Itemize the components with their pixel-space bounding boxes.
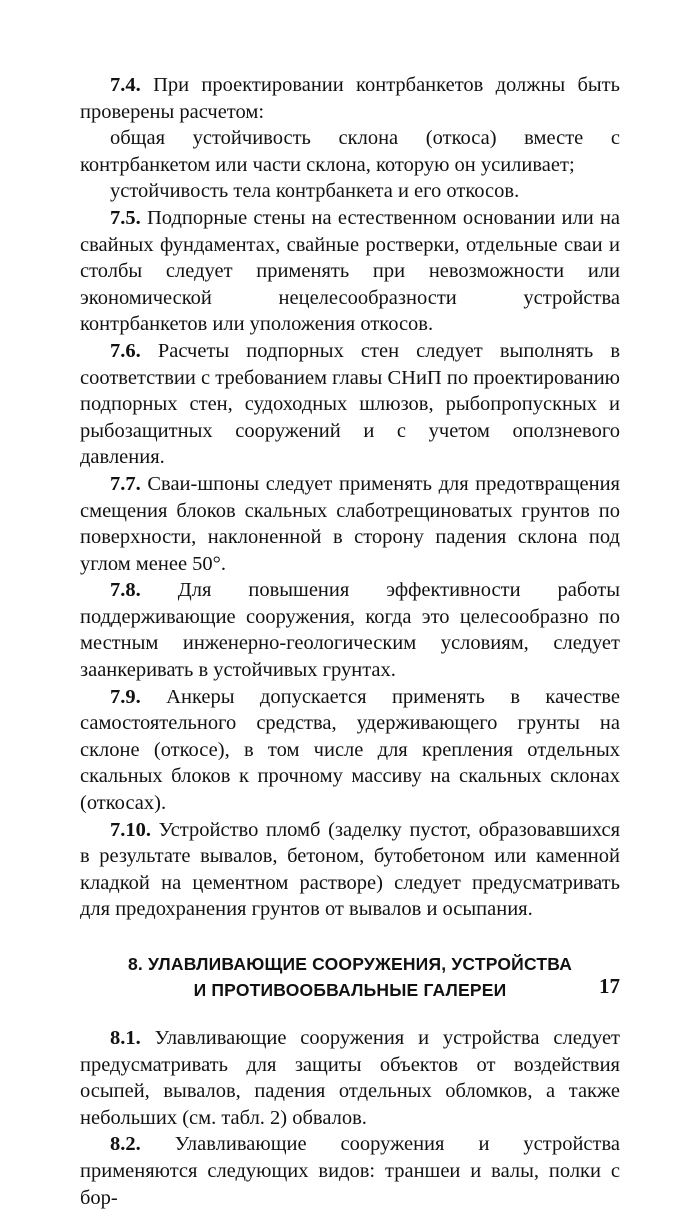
paragraph-7-9 (80, 684, 620, 817)
paragraph-8-1 (80, 1025, 620, 1131)
paragraph-text: Устройство пломб (заделку пустот, образовавшихся в результате вывалов, бетоном, бутобетоном или каменной кладкой на цементном растворе) следует предусматривать для предохранения грунтов от вывалов и осыпания. (80, 818, 621, 921)
heading-line-1: 8. УЛАВЛИВАЮЩИЕ СООРУЖЕНИЯ, УСТРОЙСТВА (127, 954, 573, 974)
paragraph-text: устойчивость тела контрбанкета и его откосов. (110, 180, 520, 203)
clause-number: 7.4. (110, 74, 141, 96)
paragraph-7-6 (80, 338, 620, 471)
clause-number: 7.7. (110, 472, 141, 495)
paragraph-text: Расчеты подпорных стен следует выполнять в соответствии с требованием главы СНиП по проектированию подпорных стен, судоходных шлюзов, рыбопропускных и рыбозащитных сооружений и с учетом оползневого давления. (80, 339, 620, 469)
section-8-paragraphs (80, 1025, 620, 1211)
section-7-paragraphs (80, 72, 620, 923)
paragraph-text: общая устойчивость склона (откоса) вместе с контрбанкетом или части склона, которую он усиливает; (80, 127, 620, 176)
paragraph-text: Подпорные стены на естественном основании или на свайных фундаментах, свайные ростверки, отдельные сваи и столбы следует применять при невозможности или экономической нецелесообразности устройства контрбанкетов или уположения откосов. (80, 206, 621, 336)
clause-number: 7.5. (110, 206, 141, 229)
paragraph-7-4-item-2 (80, 178, 620, 205)
clause-number: 7.10. (110, 818, 151, 841)
clause-number: 8.2. (110, 1133, 141, 1156)
paragraph-8-2 (80, 1131, 620, 1211)
paragraph-text: Сваи-шпоны следует применять для предотвращения смещения блоков скальных слаботрещиноватых грунтов по поверхности, наклоненной в сторону падения склона под углом менее 50°. (80, 472, 620, 575)
section-8-heading (80, 951, 620, 1003)
clause-number: 7.8. (110, 579, 141, 602)
clause-number: 7.9. (110, 685, 141, 708)
paragraph-7-8 (80, 577, 620, 683)
paragraph-7-7 (80, 471, 620, 577)
heading-line-2: И ПРОТИВООБВАЛЬНЫЕ ГАЛЕРЕИ (193, 980, 507, 1000)
paragraph-text: Улавливающие сооружения и устройства применяются следующих видов: траншеи и валы, полки с бор- (80, 1133, 620, 1209)
paragraph-7-4 (80, 72, 620, 125)
paragraph-7-4-item-1 (80, 125, 620, 178)
clause-number: 7.6. (110, 339, 141, 362)
paragraph-text: Анкеры допускается применять в качестве самостоятельного средства, удерживающего грунты на склоне (откосе), в том числе для крепления отдельных скальных блоков к прочному массиву на скальных склонах (откосах). (80, 685, 620, 815)
document-page (80, 72, 620, 1211)
paragraph-7-10 (80, 817, 620, 923)
paragraph-7-5 (80, 205, 620, 338)
page-number: 17 (599, 974, 620, 998)
clause-number: 8.1. (110, 1027, 141, 1049)
paragraph-text: Улавливающие сооружения и устройства следует предусматривать для защиты объектов от воздействия осыпей, вывалов, падения отдельных обломков, а также небольших (см. табл. 2) обвалов. (80, 1027, 621, 1129)
paragraph-text: Для повышения эффективности работы поддерживающие сооружения, когда это целесообразно по местным инженерно-геологическим условиям, следует заанкеривать в устойчивых грунтах. (80, 579, 621, 682)
paragraph-text: При проектировании контрбанкетов должны быть проверены расчетом: (80, 74, 620, 123)
